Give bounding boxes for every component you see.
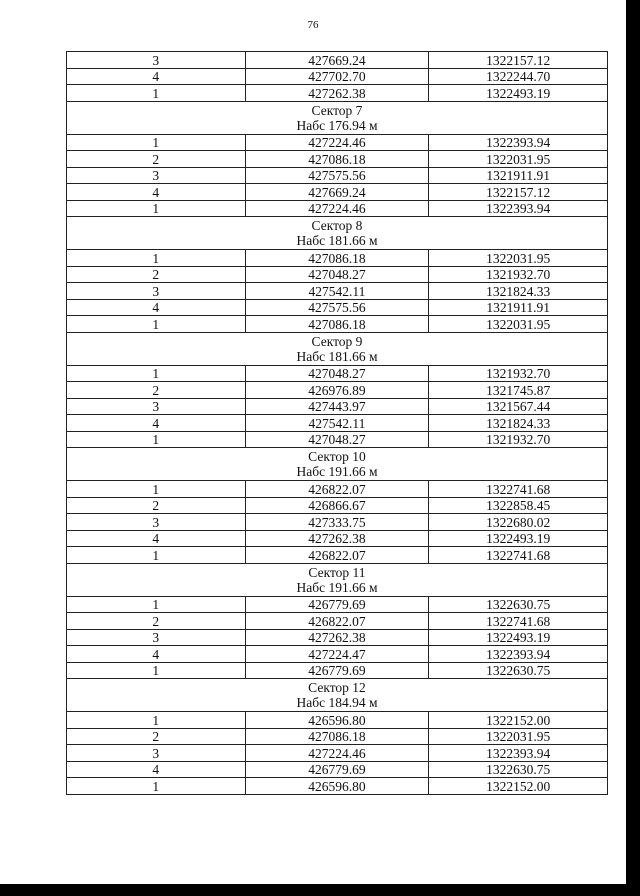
point-number-cell: 3 (67, 167, 246, 184)
point-number-cell: 1 (67, 596, 246, 613)
x-coordinate-cell: 427048.27 (245, 431, 429, 448)
y-coordinate-cell: 1322031.95 (429, 316, 608, 333)
x-coordinate-cell: 427086.18 (245, 316, 429, 333)
point-number-cell: 1 (67, 250, 246, 267)
point-number-cell: 2 (67, 382, 246, 399)
y-coordinate-cell: 1322393.94 (429, 646, 608, 663)
point-number-cell: 4 (67, 415, 246, 432)
x-coordinate-cell: 427224.46 (245, 745, 429, 762)
y-coordinate-cell: 1321932.70 (429, 365, 608, 382)
table-row (67, 398, 608, 415)
table-row (67, 184, 608, 201)
y-coordinate-cell: 1322630.75 (429, 662, 608, 679)
y-coordinate-cell: 1322152.00 (429, 712, 608, 729)
x-coordinate-cell: 427224.47 (245, 646, 429, 663)
page-number: 76 (307, 19, 319, 31)
sector-header-cell (67, 332, 608, 365)
table-row (67, 250, 608, 267)
x-coordinate-cell: 426822.07 (245, 613, 429, 630)
y-coordinate-cell: 1321932.70 (429, 266, 608, 283)
y-coordinate-cell: 1321932.70 (429, 431, 608, 448)
table-row (67, 530, 608, 547)
sector-elevation: Набс 191.66 м (296, 464, 378, 479)
table-row (67, 481, 608, 498)
y-coordinate-cell: 1322858.45 (429, 497, 608, 514)
point-number-cell: 1 (67, 431, 246, 448)
x-coordinate-cell: 426596.80 (245, 778, 429, 795)
x-coordinate-cell: 426822.07 (245, 481, 429, 498)
table-row (67, 613, 608, 630)
point-number-cell: 1 (67, 134, 246, 151)
y-coordinate-cell: 1321911.91 (429, 299, 608, 316)
x-coordinate-cell: 427542.11 (245, 283, 429, 300)
x-coordinate-cell: 427669.24 (245, 184, 429, 201)
point-number-cell: 2 (67, 497, 246, 514)
y-coordinate-cell: 1322630.75 (429, 761, 608, 778)
y-coordinate-cell: 1321824.33 (429, 415, 608, 432)
table-row (67, 415, 608, 432)
point-number-cell: 3 (67, 629, 246, 646)
x-coordinate-cell: 427443.97 (245, 398, 429, 415)
y-coordinate-cell: 1322680.02 (429, 514, 608, 531)
point-number-cell: 4 (67, 299, 246, 316)
table-row (67, 646, 608, 663)
point-number-cell: 3 (67, 52, 246, 69)
x-coordinate-cell: 426866.67 (245, 497, 429, 514)
x-coordinate-cell: 426976.89 (245, 382, 429, 399)
sector-title: Сектор 11 (308, 564, 366, 580)
x-coordinate-cell: 427333.75 (245, 514, 429, 531)
x-coordinate-cell: 427048.27 (245, 365, 429, 382)
table-row (67, 85, 608, 102)
y-coordinate-cell: 1321567.44 (429, 398, 608, 415)
x-coordinate-cell: 427702.70 (245, 68, 429, 85)
table-row (67, 151, 608, 168)
table-row (67, 761, 608, 778)
table-row (67, 745, 608, 762)
table-row (67, 68, 608, 85)
x-coordinate-cell: 427669.24 (245, 52, 429, 69)
y-coordinate-cell: 1322741.68 (429, 481, 608, 498)
point-number-cell: 4 (67, 646, 246, 663)
sector-header-row (67, 332, 608, 365)
table-row (67, 712, 608, 729)
table-row (67, 266, 608, 283)
x-coordinate-cell: 427086.18 (245, 728, 429, 745)
coordinates-table-body (67, 52, 608, 795)
table-row (67, 134, 608, 151)
x-coordinate-cell: 427048.27 (245, 266, 429, 283)
point-number-cell: 3 (67, 745, 246, 762)
point-number-cell: 4 (67, 68, 246, 85)
point-number-cell: 2 (67, 266, 246, 283)
y-coordinate-cell: 1322031.95 (429, 151, 608, 168)
x-coordinate-cell: 427086.18 (245, 250, 429, 267)
y-coordinate-cell: 1321824.33 (429, 283, 608, 300)
point-number-cell: 2 (67, 151, 246, 168)
sector-elevation: Набс 184.94 м (296, 695, 378, 710)
table-row (67, 662, 608, 679)
x-coordinate-cell: 427224.46 (245, 200, 429, 217)
table-row (67, 316, 608, 333)
point-number-cell: 4 (67, 761, 246, 778)
table-row (67, 365, 608, 382)
point-number-cell: 1 (67, 712, 246, 729)
table-row (67, 514, 608, 531)
sector-header-cell (67, 563, 608, 596)
point-number-cell: 1 (67, 662, 246, 679)
point-number-cell: 2 (67, 728, 246, 745)
sector-elevation: Набс 191.66 м (296, 579, 378, 595)
table-row (67, 497, 608, 514)
point-number-cell: 1 (67, 778, 246, 795)
sector-title: Сектор 12 (308, 680, 366, 695)
x-coordinate-cell: 427262.38 (245, 85, 429, 102)
table-row (67, 299, 608, 316)
x-coordinate-cell: 427575.56 (245, 299, 429, 316)
table-row (67, 167, 608, 184)
sector-header-row (67, 448, 608, 481)
point-number-cell: 4 (67, 530, 246, 547)
table-row (67, 382, 608, 399)
sector-title: Сектор 9 (311, 333, 363, 349)
x-coordinate-cell: 426596.80 (245, 712, 429, 729)
x-coordinate-cell: 427086.18 (245, 151, 429, 168)
table-row (67, 431, 608, 448)
y-coordinate-cell: 1322031.95 (429, 250, 608, 267)
y-coordinate-cell: 1322393.94 (429, 745, 608, 762)
point-number-cell: 3 (67, 514, 246, 531)
y-coordinate-cell: 1322393.94 (429, 200, 608, 217)
x-coordinate-cell: 426779.69 (245, 662, 429, 679)
y-coordinate-cell: 1322493.19 (429, 629, 608, 646)
coordinates-table (66, 51, 608, 795)
y-coordinate-cell: 1322157.12 (429, 184, 608, 201)
x-coordinate-cell: 427575.56 (245, 167, 429, 184)
point-number-cell: 1 (67, 200, 246, 217)
x-coordinate-cell: 427224.46 (245, 134, 429, 151)
y-coordinate-cell: 1322031.95 (429, 728, 608, 745)
point-number-cell: 2 (67, 613, 246, 630)
point-number-cell: 1 (67, 85, 246, 102)
y-coordinate-cell: 1322741.68 (429, 547, 608, 564)
x-coordinate-cell: 427542.11 (245, 415, 429, 432)
y-coordinate-cell: 1322157.12 (429, 52, 608, 69)
y-coordinate-cell: 1322393.94 (429, 134, 608, 151)
y-coordinate-cell: 1322493.19 (429, 85, 608, 102)
sector-title: Сектор 7 (311, 102, 363, 118)
sector-header-cell (67, 101, 608, 134)
x-coordinate-cell: 427262.38 (245, 530, 429, 547)
table-row (67, 596, 608, 613)
y-coordinate-cell: 1321745.87 (429, 382, 608, 399)
sector-elevation: Набс 181.66 м (296, 233, 378, 248)
point-number-cell: 1 (67, 547, 246, 564)
sector-title: Сектор 10 (308, 449, 366, 464)
point-number-cell: 4 (67, 184, 246, 201)
table-row (67, 200, 608, 217)
table-row (67, 728, 608, 745)
point-number-cell: 1 (67, 316, 246, 333)
y-coordinate-cell: 1322741.68 (429, 613, 608, 630)
sector-header-row (67, 679, 608, 712)
table-row (67, 52, 608, 69)
y-coordinate-cell: 1322244.70 (429, 68, 608, 85)
x-coordinate-cell: 426779.69 (245, 761, 429, 778)
point-number-cell: 1 (67, 481, 246, 498)
sector-header-cell (67, 679, 608, 712)
table-row (67, 283, 608, 300)
sector-elevation: Набс 181.66 м (296, 348, 378, 364)
y-coordinate-cell: 1322493.19 (429, 530, 608, 547)
table-row (67, 778, 608, 795)
x-coordinate-cell: 426779.69 (245, 596, 429, 613)
point-number-cell: 3 (67, 398, 246, 415)
sector-header-cell (67, 217, 608, 250)
point-number-cell: 1 (67, 365, 246, 382)
y-coordinate-cell: 1322630.75 (429, 596, 608, 613)
x-coordinate-cell: 427262.38 (245, 629, 429, 646)
x-coordinate-cell: 426822.07 (245, 547, 429, 564)
y-coordinate-cell: 1322152.00 (429, 778, 608, 795)
y-coordinate-cell: 1321911.91 (429, 167, 608, 184)
table-row (67, 547, 608, 564)
sector-elevation: Набс 176.94 м (296, 117, 378, 133)
table-row (67, 629, 608, 646)
sector-title: Сектор 8 (311, 218, 363, 233)
sector-header-row (67, 563, 608, 596)
sector-header-cell (67, 448, 608, 481)
point-number-cell: 3 (67, 283, 246, 300)
sector-header-row (67, 101, 608, 134)
sector-header-row (67, 217, 608, 250)
